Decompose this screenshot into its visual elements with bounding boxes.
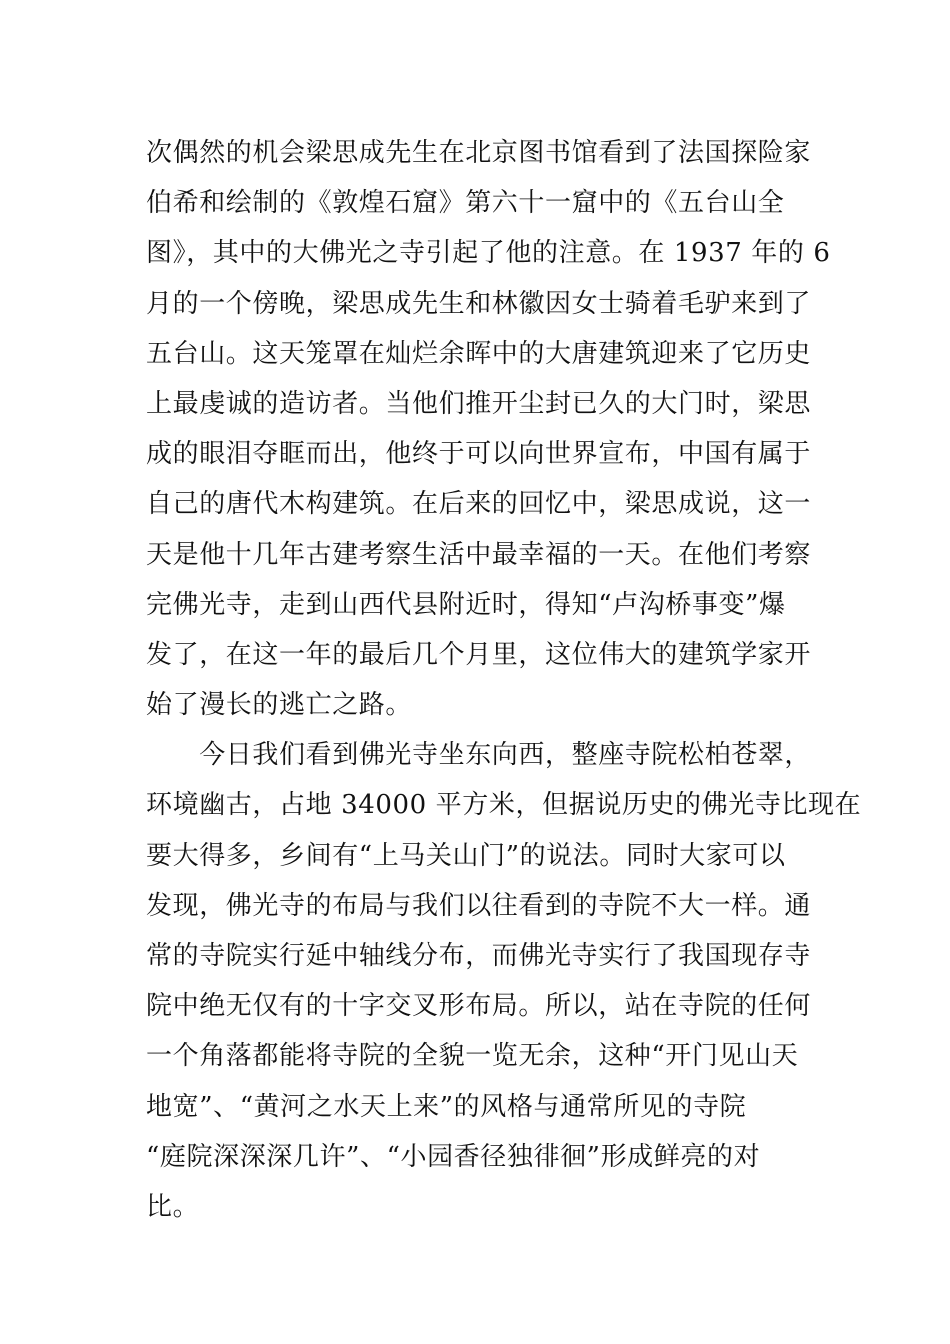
text-line: 地宽”、“黄河之水天上来”的风格与通常所见的寺院 xyxy=(146,1091,747,1122)
text-line: 月的一个傍晚，梁思成先生和林徽因女士骑着毛驴来到了 xyxy=(146,288,812,319)
text-line: 今日我们看到佛光寺坐东向西，整座寺院松柏苍翠， xyxy=(146,740,812,771)
text-line: 伯希和绘制的《敦煌石窟》第六十一窟中的《五台山全 xyxy=(146,188,785,219)
text-line: 始了漫长的逃亡之路。 xyxy=(146,690,413,721)
text-line: 比。 xyxy=(146,1191,200,1222)
text-line: 完佛光寺，走到山西代县附近时，得知“卢沟桥事变”爆 xyxy=(146,589,786,620)
text-line: 常的寺院实行延中轴线分布，而佛光寺实行了我国现存寺 xyxy=(146,941,812,971)
text-line: “庭院深深深几许”、“小园香径独徘徊”形成鲜亮的对 xyxy=(146,1141,761,1172)
text-line: 要大得多，乡间有“上马关山门”的说法。同时大家可以 xyxy=(146,840,786,871)
text-line: 一个角落都能将寺院的全貌一览无余，这种“开门见山天 xyxy=(146,1041,799,1072)
text-line: 次偶然的机会梁思成先生在北京图书馆看到了法国探险家 xyxy=(146,138,812,168)
text-line: 图》，其中的大佛光之寺引起了他的注意。在 1937 年的 6 xyxy=(146,238,831,269)
body-text xyxy=(146,128,862,1232)
text-line: 发了，在这一年的最后几个月里，这位伟大的建筑学家开 xyxy=(146,639,812,670)
text-line: 天是他十几年古建考察生活中最幸福的一天。在他们考察 xyxy=(146,539,812,570)
text-line: 院中绝无仅有的十字交叉形布局。所以，站在寺院的任何 xyxy=(146,991,812,1022)
text-line: 上最虔诚的造访者。当他们推开尘封已久的大门时，梁思 xyxy=(146,388,812,419)
text-line: 环境幽古，占地 34000 平方米，但据说历史的佛光寺比现在 xyxy=(146,790,862,821)
text-line: 成的眼泪夺眶而出，他终于可以向世界宣布，中国有属于 xyxy=(146,439,812,470)
text-line: 发现，佛光寺的布局与我们以往看到的寺院不大一样。通 xyxy=(146,890,812,921)
text-line: 自己的唐代木构建筑。在后来的回忆中，梁思成说，这一 xyxy=(146,489,812,520)
text-line: 五台山。这天笼罩在灿烂余晖中的大唐建筑迎来了它历史 xyxy=(146,338,812,369)
